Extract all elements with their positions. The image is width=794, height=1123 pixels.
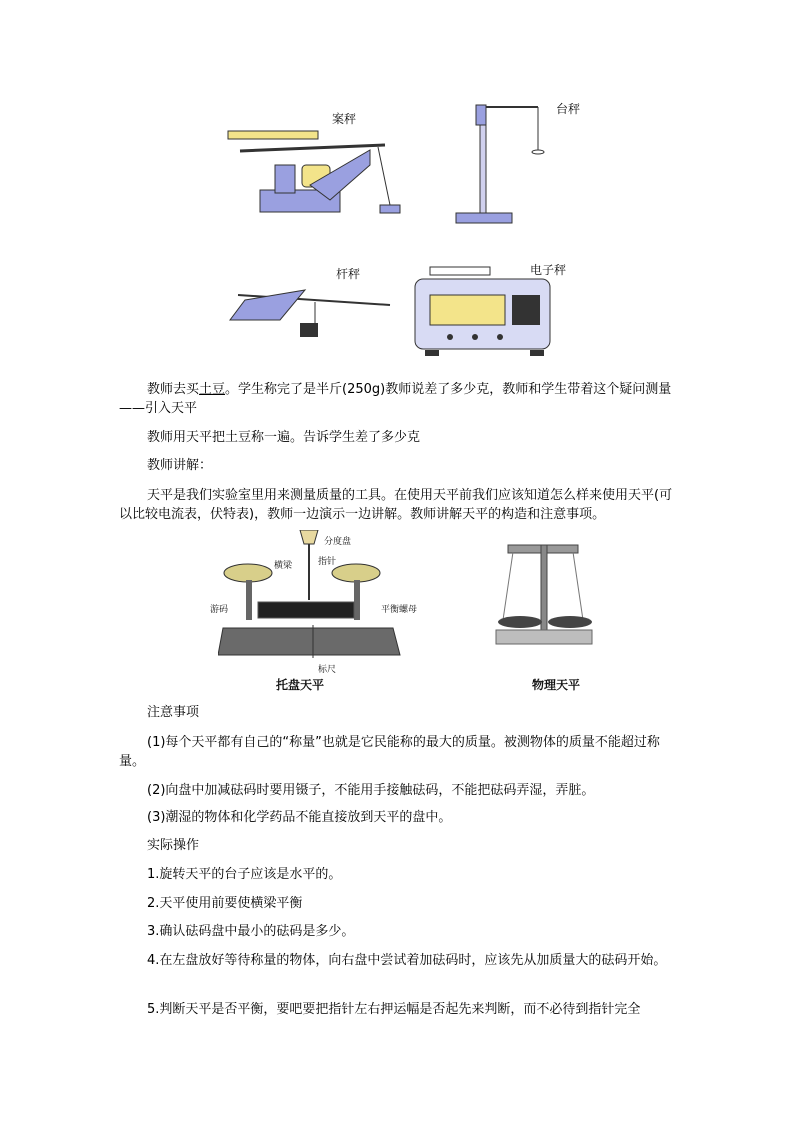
platform-scale-drawing — [456, 105, 544, 223]
caption-electronic-scale: 电子秤 — [530, 263, 567, 277]
note-2: (2)向盘中加减砝码时要用镊子，不能用手接触砝码，不能把砝码弄湿，弄脏。 — [147, 783, 595, 798]
intro-paragraph-4: 天平是我们实验室里用来测量质量的工具。在使用天平前我们应该知道怎么样来使用天平(可以比较电流表，伏特表)，教师一边演示一边讲解。教师讲解天平的构造和注意事项。 — [119, 488, 673, 522]
scales-illustration — [220, 95, 580, 365]
steelyard-drawing — [230, 290, 390, 337]
intro-paragraph-1: 教师去买土豆。学生称完了是半斤(250g)教师说差了多少克，教师和学生带着这个疑问测量——引入天平 — [119, 382, 672, 416]
label-scale-plate: 分度盘 — [324, 537, 352, 547]
step-3: 3.确认砝码盘中最小的砝码是多少。 — [147, 924, 355, 939]
caption-platform-scale: 台秤 — [556, 102, 581, 116]
step-5: 5.判断天平是否平衡，要吧要把指针左右押运幅是否起先来判断，而不必待到指针完全 — [147, 1002, 641, 1017]
step-1: 1.旋转天平的台子应该是水平的。 — [147, 867, 342, 882]
underlined-potato: 土豆 — [199, 382, 226, 397]
caption-tray-balance: 托盘天平 — [276, 678, 325, 692]
caption-case-scale: 案秤 — [332, 112, 357, 126]
note-3: (3)潮湿的物体和化学药品不能直接放到天平的盘中。 — [147, 810, 452, 825]
operation-title: 实际操作 — [147, 838, 200, 853]
electronic-scale-drawing — [415, 267, 550, 356]
label-ruler: 标尺 — [318, 665, 337, 675]
case-scale-drawing — [228, 131, 400, 213]
note-1: (1)每个天平都有自己的“称量”也就是它民能称的最大的质量。被测物体的质量不能超过称量。 — [119, 735, 660, 769]
scales-figure — [220, 95, 580, 365]
label-pointer: 指针 — [318, 557, 337, 567]
caption-steelyard: 杆秤 — [336, 267, 361, 281]
label-balance-nut: 平衡螺母 — [381, 605, 418, 615]
label-rider: 游码 — [210, 605, 229, 615]
caption-physics-balance: 物理天平 — [532, 678, 581, 692]
step-4: 4.在左盘放好等待称量的物体，向右盘中尝试着加砝码时，应该先从加质量大的砝码开始。 — [147, 953, 667, 968]
step-2: 2.天平使用前要使横梁平衡 — [147, 896, 303, 911]
balances-illustration — [218, 530, 628, 695]
balances-figure — [210, 530, 628, 695]
tray-balance-drawing — [218, 530, 400, 658]
physics-balance-drawing — [496, 545, 592, 644]
intro-paragraph-2: 教师用天平把土豆称一遍。告诉学生差了多少克 — [147, 430, 421, 445]
intro-paragraph-3: 教师讲解： — [147, 458, 213, 473]
notes-title: 注意事项 — [147, 705, 200, 720]
label-beam: 横梁 — [274, 561, 293, 571]
